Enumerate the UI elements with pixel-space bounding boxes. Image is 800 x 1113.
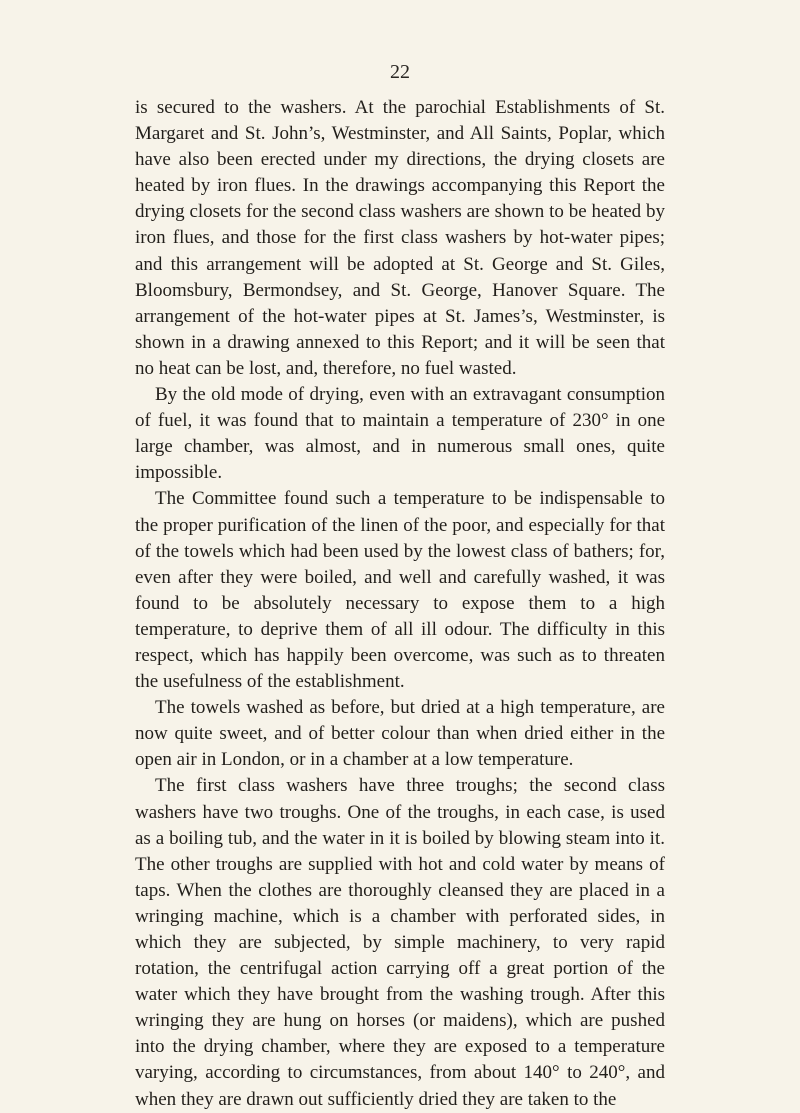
paragraph-washers-troughs: The first class washers have three troughs; the second class washers have two troughs. One of the troughs, in each case, is used as a boiling tub, and the water in it is boiled by blowing steam into it. The other troughs are supplied with hot and cold water by means of taps. When the clothes are thoroughly cleansed they are placed in a wringing machine, which is a chamber with perforated sides, in which they are subjected, by simple machinery, to very rapid rotation, the centrifugal action carrying off a great portion of the water which they have brought from the washing trough. After this wringing they are hung on horses (or maidens), which are pushed into the drying chamber, where they are exposed to a temperature varying, according to circumstances, from about 140° to 240°, and when they are drawn out sufficiently dried they are taken to the xyxy=(135,775,665,1110)
paragraph-committee-temperature: The Committee found such a temperature to be indispensable to the proper purification of the linen of the poor, and especially for that of the towels which had been used by the lowest class of bathers; for, even after they were boiled, and well and carefully washed, it was found to be absolutely necessary to expose them to a high temperature, to deprive them of all ill odour. The difficulty in this respect, which has happily been overcome, was such as to threaten the usefulness of the establishment. xyxy=(135,488,665,693)
page-number: 22 xyxy=(390,61,410,83)
paragraph-continuation: is secured to the washers. At the parochial Establishments of St. Margaret and St. John’s, Westminster, and All Saints, Poplar, which have also been erected under my directions, the drying closets are heated by iron flues. In the drawings accompanying this Report the drying closets for the second class washers are shown to be heated by iron flues, and those for the first class washers by hot-water pipes; and this arrangement will be adopted at St. George and St. Giles, Bloomsbury, Bermondsey, and St. George, Hanover Square. The arrangement of the hot-water pipes at St. James’s, Westminster, is shown in a drawing annexed to this Report; and it will be seen that no heat can be lost, and, therefore, no fuel wasted. xyxy=(135,97,665,379)
paragraph-old-mode-drying: By the old mode of drying, even with an extravagant consumption of fuel, it was found that to maintain a temperature of 230° in one large chamber, was almost, and in numerous small ones, quite impossible. xyxy=(135,384,665,484)
body-text xyxy=(135,95,665,1113)
paragraph-towels: The towels washed as before, but dried at a high temperature, are now quite sweet, and of better colour than when dried either in the open air in London, or in a chamber at a low temperature. xyxy=(135,697,665,771)
